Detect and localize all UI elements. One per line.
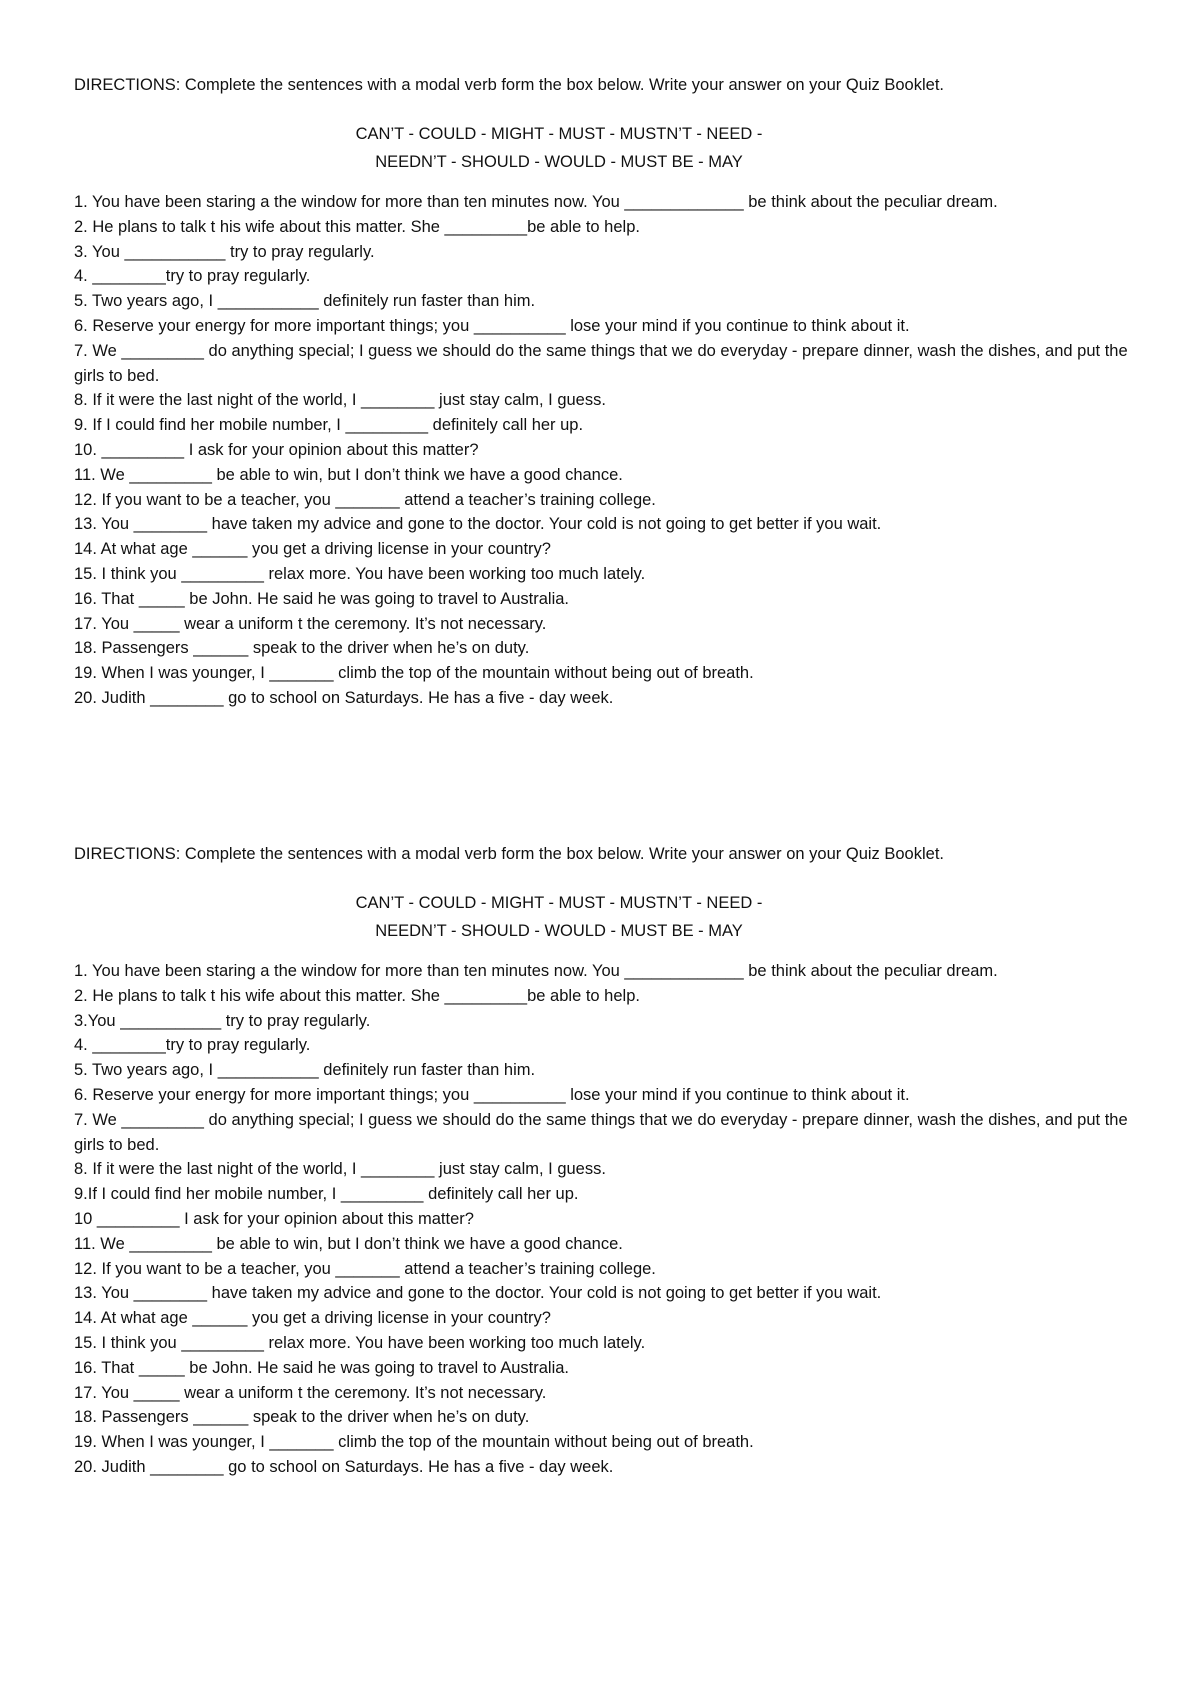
directions-text: DIRECTIONS: Complete the sentences with a modal verb form the box below. Write your answer on your Quiz Booklet. (74, 845, 944, 863)
question-item: 9.If I could find her mobile number, I _________ definitely call her up. (74, 1185, 579, 1204)
question-item: 6. Reserve your energy for more important things; you __________ lose your mind if you continue to think about it. (74, 316, 910, 335)
question-list (74, 190, 1134, 711)
question-item: 11. We _________ be able to win, but I don’t think we have a good chance. (74, 1234, 623, 1253)
question-item: 17. You _____ wear a uniform t the ceremony. It’s not necessary. (74, 614, 547, 633)
word-box-line-1: CAN’T - COULD - MIGHT - MUST - MUSTN’T - NEED - (355, 894, 763, 912)
quiz-section-2 (74, 843, 1134, 1480)
question-item: 3. You ___________ try to pray regularly. (74, 242, 375, 261)
question-item: 4. ________try to pray regularly. (74, 1036, 311, 1055)
word-box-line-2: NEEDN’T - SHOULD - WOULD - MUST BE - MAY (375, 922, 743, 940)
question-item: 13. You ________ have taken my advice and gone to the doctor. Your cold is not going to get better if you wait. (74, 1284, 882, 1303)
question-item: 14. At what age ______ you get a driving license in your country? (74, 540, 551, 559)
question-item: 20. Judith ________ go to school on Saturdays. He has a five - day week. (74, 688, 614, 707)
question-item: 1. You have been staring a the window for more than ten minutes now. You _____________ be think about the peculiar dream. (74, 193, 998, 211)
question-item: 2. He plans to talk t his wife about this matter. She _________be able to help. (74, 217, 640, 236)
question-item: 8. If it were the last night of the world, I ________ just stay calm, I guess. (74, 1160, 606, 1179)
question-item: 5. Two years ago, I ___________ definitely run faster than him. (74, 1061, 536, 1080)
directions-text: DIRECTIONS: Complete the sentences with a modal verb form the box below. Write your answer on your Quiz Booklet. (74, 76, 944, 94)
question-item: 16. That _____ be John. He said he was going to travel to Australia. (74, 589, 570, 608)
word-box-line-1: CAN’T - COULD - MIGHT - MUST - MUSTN’T - NEED - (355, 125, 763, 143)
question-item: 3.You ___________ try to pray regularly. (74, 1011, 371, 1030)
question-item: 10 _________ I ask for your opinion about this matter? (74, 1209, 474, 1228)
question-item: 14. At what age ______ you get a driving license in your country? (74, 1309, 551, 1328)
question-item: 18. Passengers ______ speak to the driver when he’s on duty. (74, 639, 530, 658)
question-item: 9. If I could find her mobile number, I _________ definitely call her up. (74, 416, 584, 435)
question-item: 11. We _________ be able to win, but I don’t think we have a good chance. (74, 465, 623, 484)
question-list (74, 959, 1134, 1480)
question-item: 18. Passengers ______ speak to the driver when he’s on duty. (74, 1408, 530, 1427)
question-item: 15. I think you _________ relax more. You have been working too much lately. (74, 1333, 646, 1352)
quiz-section-1 (74, 74, 1134, 711)
question-item: 20. Judith ________ go to school on Saturdays. He has a five - day week. (74, 1457, 614, 1476)
question-item: 6. Reserve your energy for more important things; you __________ lose your mind if you continue to think about it. (74, 1085, 910, 1104)
question-item: 8. If it were the last night of the world, I ________ just stay calm, I guess. (74, 391, 606, 410)
word-box-line-2: NEEDN’T - SHOULD - WOULD - MUST BE - MAY (375, 153, 743, 171)
modal-word-box (74, 889, 1044, 945)
question-item: 13. You ________ have taken my advice and gone to the doctor. Your cold is not going to get better if you wait. (74, 515, 882, 534)
question-item: 7. We _________ do anything special; I guess we should do the same things that we do everyday - prepare dinner, wash the dishes, and put the girls to bed. (74, 341, 1128, 385)
question-item: 15. I think you _________ relax more. You have been working too much lately. (74, 564, 646, 583)
question-item: 2. He plans to talk t his wife about this matter. She _________be able to help. (74, 986, 640, 1005)
question-item: 12. If you want to be a teacher, you _______ attend a teacher’s training college. (74, 490, 656, 509)
question-item: 4. ________try to pray regularly. (74, 267, 311, 286)
question-item: 5. Two years ago, I ___________ definitely run faster than him. (74, 292, 536, 311)
question-item: 1. You have been staring a the window for more than ten minutes now. You _____________ be think about the peculiar dream. (74, 962, 998, 980)
modal-word-box (74, 120, 1044, 176)
question-item: 16. That _____ be John. He said he was going to travel to Australia. (74, 1358, 570, 1377)
question-item: 10. _________ I ask for your opinion about this matter? (74, 440, 479, 459)
question-item: 19. When I was younger, I _______ climb the top of the mountain without being out of breath. (74, 664, 754, 683)
question-item: 7. We _________ do anything special; I guess we should do the same things that we do everyday - prepare dinner, wash the dishes, and put the girls to bed. (74, 1110, 1128, 1154)
question-item: 19. When I was younger, I _______ climb the top of the mountain without being out of breath. (74, 1433, 754, 1452)
question-item: 12. If you want to be a teacher, you _______ attend a teacher’s training college. (74, 1259, 656, 1278)
question-item: 17. You _____ wear a uniform t the ceremony. It’s not necessary. (74, 1383, 547, 1402)
